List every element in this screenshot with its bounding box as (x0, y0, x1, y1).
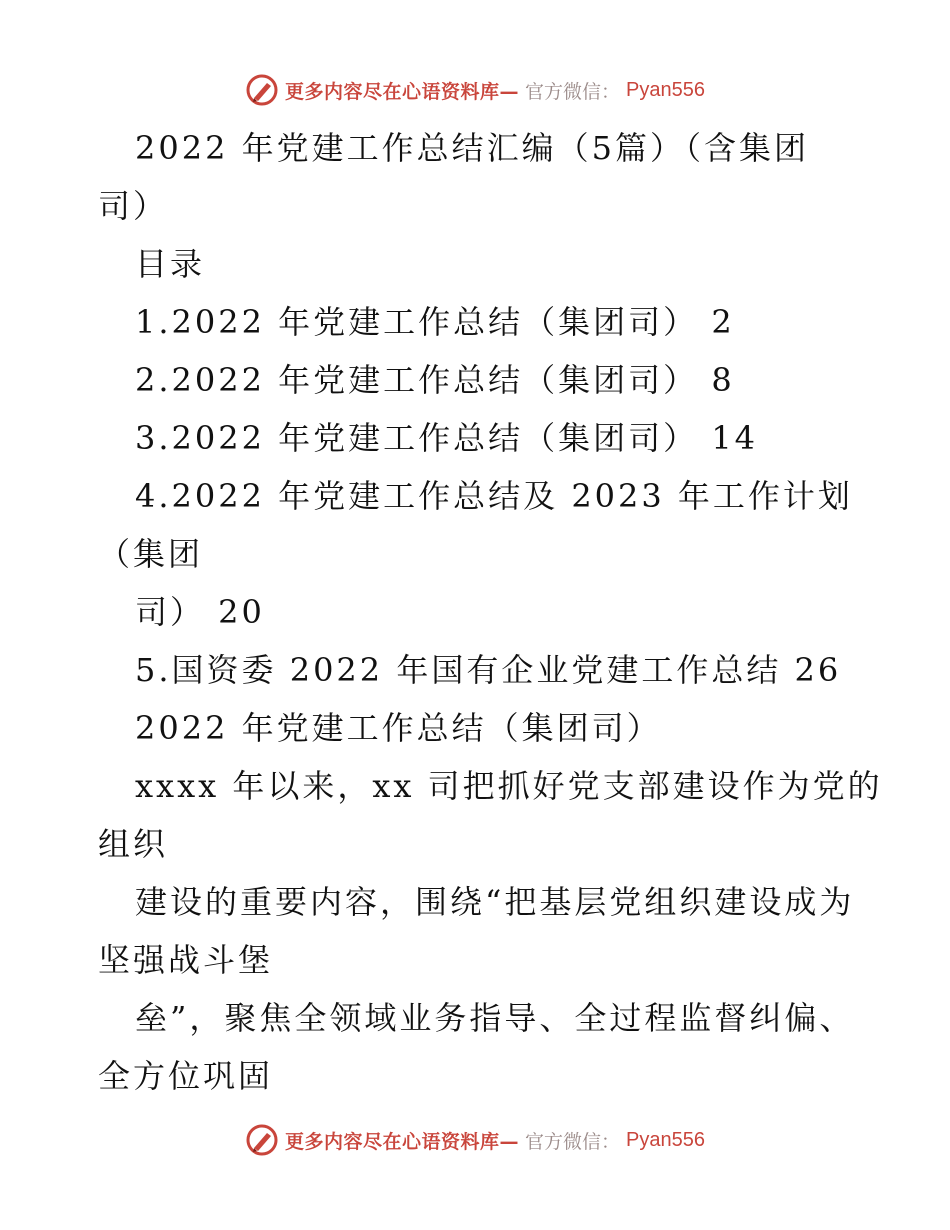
watermark-wechat-id: Pyan556 (626, 78, 705, 101)
toc-entry: 1.2022 年党建工作总结（集团司） 2 (135, 303, 735, 341)
toc-entry-continued: 司） 20 (135, 593, 265, 631)
pen-logo-icon (245, 1123, 279, 1157)
toc-entry: 4.2022 年党建工作总结及 2023 年工作计划 (135, 477, 853, 515)
header-watermark (0, 68, 950, 112)
section-heading: 2022 年党建工作总结（集团司） (135, 709, 662, 747)
body-paragraph-line: 全方位巩固 (98, 1057, 274, 1095)
toc-entry: 3.2022 年党建工作总结（集团司） 14 (135, 419, 759, 457)
watermark-text: 更多内容尽在心语资料库— (285, 80, 520, 103)
toc-entry: 2.2022 年党建工作总结（集团司） 8 (135, 361, 735, 399)
watermark-text: 更多内容尽在心语资料库— (285, 1130, 520, 1153)
document-title-continued: 司） (98, 187, 169, 225)
body-paragraph-line: 垒”，聚焦全领域业务指导、全过程监督纠偏、 (135, 999, 855, 1037)
body-paragraph-line: 建设的重要内容，围绕“把基层党组织建设成为 (135, 883, 855, 921)
body-paragraph-line: 组织 (98, 825, 169, 863)
footer-watermark (0, 1118, 950, 1162)
toc-heading: 目录 (135, 245, 206, 283)
watermark-wechat-label: 官方微信： (525, 80, 621, 103)
toc-entry: 5.国资委 2022 年国有企业党建工作总结 26 (135, 651, 842, 689)
pen-logo-icon (245, 73, 279, 107)
toc-entry-continued: （集团 (98, 535, 204, 573)
body-paragraph-line: 坚强战斗堡 (98, 941, 274, 979)
watermark-wechat-label: 官方微信： (525, 1130, 621, 1153)
watermark-wechat-id: Pyan556 (626, 1128, 705, 1151)
document-title: 2022 年党建工作总结汇编（5篇）（含集团 (135, 129, 809, 167)
body-paragraph-line: xxxx 年以来，xx 司把抓好党支部建设作为党的 (135, 767, 883, 805)
